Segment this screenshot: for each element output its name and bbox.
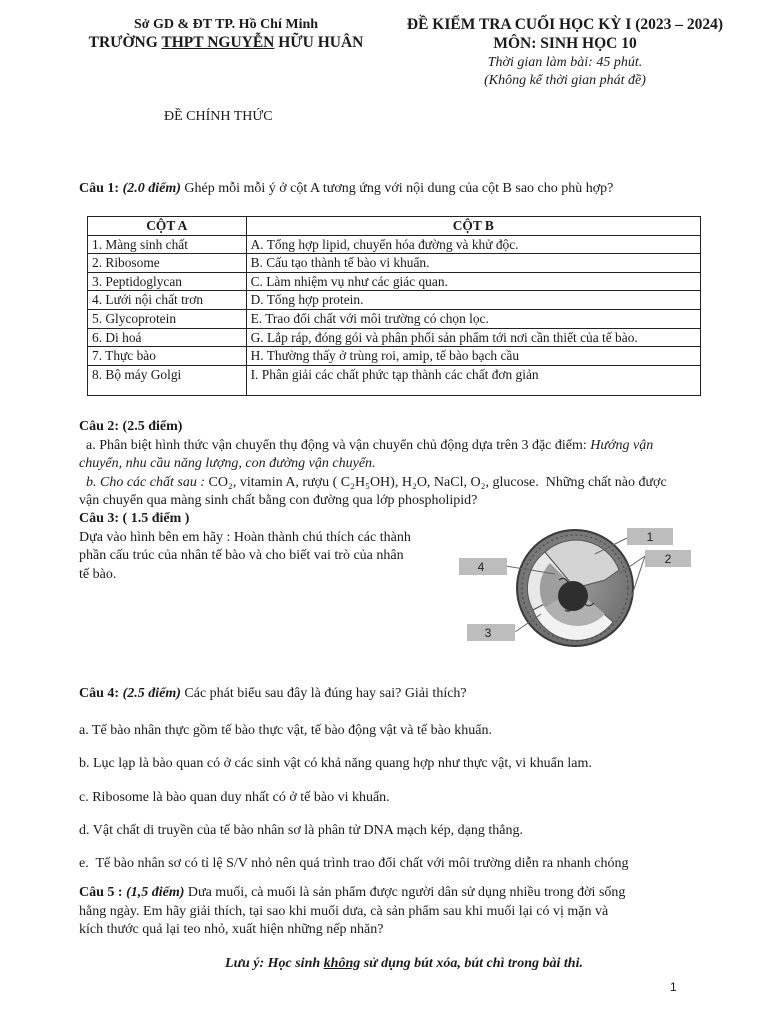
question-2-part-a-cont: chuyển, nhu cầu năng lượng, con đường vận chuyển. xyxy=(79,456,376,471)
subject-title: MÔN: SINH HỌC 10 xyxy=(493,35,637,52)
column-b-cell: E. Trao đổi chất với môi trường có chọn lọc. xyxy=(246,309,700,328)
matching-table xyxy=(87,216,701,396)
question-4-item: c. Ribosome là bào quan duy nhất có ở tế bào vi khuẩn. xyxy=(79,790,390,805)
column-b-cell: G. Lắp ráp, đóng gói và phân phối sản phẩm tới nơi cần thiết của tế bào. xyxy=(246,328,700,347)
figure-label-3: 3 xyxy=(484,626,492,640)
exam-time-note: (Không kể thời gian phát đề) xyxy=(484,73,646,88)
column-b-cell: D. Tổng hợp protein. xyxy=(246,291,700,310)
column-b-cell: A. Tổng hợp lipid, chuyển hóa đường và khử độc. xyxy=(246,235,700,254)
column-a-header: CỘT A xyxy=(88,217,247,236)
table-row xyxy=(88,365,701,395)
header-left xyxy=(70,16,382,52)
header-right xyxy=(405,16,725,90)
question-1-prompt: Câu 1: (2.0 điểm) Ghép mỗi mỗi ý ở cột A tương ứng với nội dung của cột B sao cho phù hợp? xyxy=(79,181,614,196)
nucleus-figure xyxy=(455,518,695,656)
question-4-prompt: Câu 4: (2.5 điểm) Các phát biểu sau đây là đúng hay sai? Giải thích? xyxy=(79,686,467,701)
school-name: TRƯỜNG THPT NGUYỄN HỮU HUÂN xyxy=(88,34,364,51)
figure-label-4: 4 xyxy=(477,560,485,574)
department-name: Sở GD & ĐT TP. Hồ Chí Minh xyxy=(133,17,319,32)
column-a-cell: 6. Di hoá xyxy=(88,328,247,347)
table-row xyxy=(88,254,701,273)
figure-label-2: 2 xyxy=(664,552,672,566)
figure-label-1: 1 xyxy=(646,530,654,544)
exam-title: ĐỀ KIỂM TRA CUỐI HỌC KỲ I (2023 – 2024) xyxy=(406,16,724,33)
question-3-label: Câu 3: ( 1.5 điểm ) xyxy=(79,511,190,526)
question-4-item: b. Lục lạp là bào quan có ở các sinh vật có khả năng quang hợp như thực vật, vi khuẩn lam. xyxy=(79,756,592,771)
official-label: ĐỀ CHÍNH THỨC xyxy=(164,109,273,124)
question-3-line: Dựa vào hình bên em hãy : Hoàn thành chú thích các thành xyxy=(79,529,411,545)
footer-note: Lưu ý: Học sinh không sử dụng bút xóa, bút chì trong bài thi. xyxy=(225,956,583,971)
column-a-cell: 7. Thực bào xyxy=(88,347,247,366)
table-row xyxy=(88,235,701,254)
column-a-cell: 3. Peptidoglycan xyxy=(88,272,247,291)
table-row xyxy=(88,272,701,291)
nucleolus xyxy=(558,581,588,611)
question-2-part-a: a. Phân biệt hình thức vận chuyển thụ động và vận chuyển chủ động dựa trên 3 đặc điểm: Hướng vận xyxy=(79,437,654,453)
question-3-line: phần cấu trúc của nhân tế bào và cho biết vai trò của nhân xyxy=(79,548,404,563)
column-b-cell: B. Cấu tạo thành tế bào vi khuẩn. xyxy=(246,254,700,273)
column-a-cell: 4. Lưới nội chất trơn xyxy=(88,291,247,310)
leader-line-2b xyxy=(631,556,645,598)
question-2-part-b: b. Cho các chất sau : CO₂, vitamin A, rượu ( C₂H₅OH), H₂O, NaCl, O₂, glucose. Những chất nào được xyxy=(79,474,667,490)
column-b-cell: H. Thường thấy ở trùng roi, amip, tế bào bạch cầu xyxy=(246,347,700,366)
question-4-item: e. Tế bào nhân sơ có tỉ lệ S/V nhỏ nên quá trình trao đổi chất với môi trường diễn ra nhanh chóng xyxy=(79,856,629,871)
question-5-line: Câu 5 : (1,5 điểm) Dưa muối, cà muối là sản phẩm được người dân sử dụng nhiều trong đời sống xyxy=(79,885,626,900)
column-b-header: CỘT B xyxy=(246,217,700,236)
question-2 xyxy=(79,418,719,511)
column-a-cell: 8. Bộ máy Golgi xyxy=(88,365,247,395)
question-5 xyxy=(79,884,739,940)
question-3-line: tế bào. xyxy=(79,566,117,582)
table-row xyxy=(88,347,701,366)
question-4-item: a. Tế bào nhân thực gồm tế bào thực vật, tế bào động vật và tế bào khuẩn. xyxy=(79,723,493,738)
column-a-cell: 5. Glycoprotein xyxy=(88,309,247,328)
question-2-part-b-cont: vận chuyển qua màng sinh chất bằng con đường qua lớp phospholipid? xyxy=(79,493,478,508)
table-row xyxy=(88,309,701,328)
column-b-cell: C. Làm nhiệm vụ như các giác quan. xyxy=(246,272,700,291)
exam-time: Thời gian làm bài: 45 phút. xyxy=(487,55,643,70)
table-row xyxy=(88,291,701,310)
question-4-item: d. Vật chất di truyền của tế bào nhân sơ là phân tử DNA mạch kép, dạng thẳng. xyxy=(79,823,523,838)
question-3 xyxy=(79,510,449,584)
table-row xyxy=(88,328,701,347)
table-header-row xyxy=(88,217,701,236)
question-5-line: hằng ngày. Em hãy giải thích, tại sao khi muối dưa, cà sản phẩm sau khi muối lại có vị mặn và xyxy=(79,903,609,919)
page-number: 1 xyxy=(670,980,677,994)
column-a-cell: 1. Màng sinh chất xyxy=(88,235,247,254)
column-b-cell: I. Phân giải các chất phức tạp thành các chất đơn giản xyxy=(246,365,700,395)
question-5-line: kích thước quả lại teo nhỏ, xuất hiện những nếp nhăn? xyxy=(79,922,384,937)
column-a-cell: 2. Ribosome xyxy=(88,254,247,273)
question-2-label: Câu 2: (2.5 điểm) xyxy=(79,419,183,434)
